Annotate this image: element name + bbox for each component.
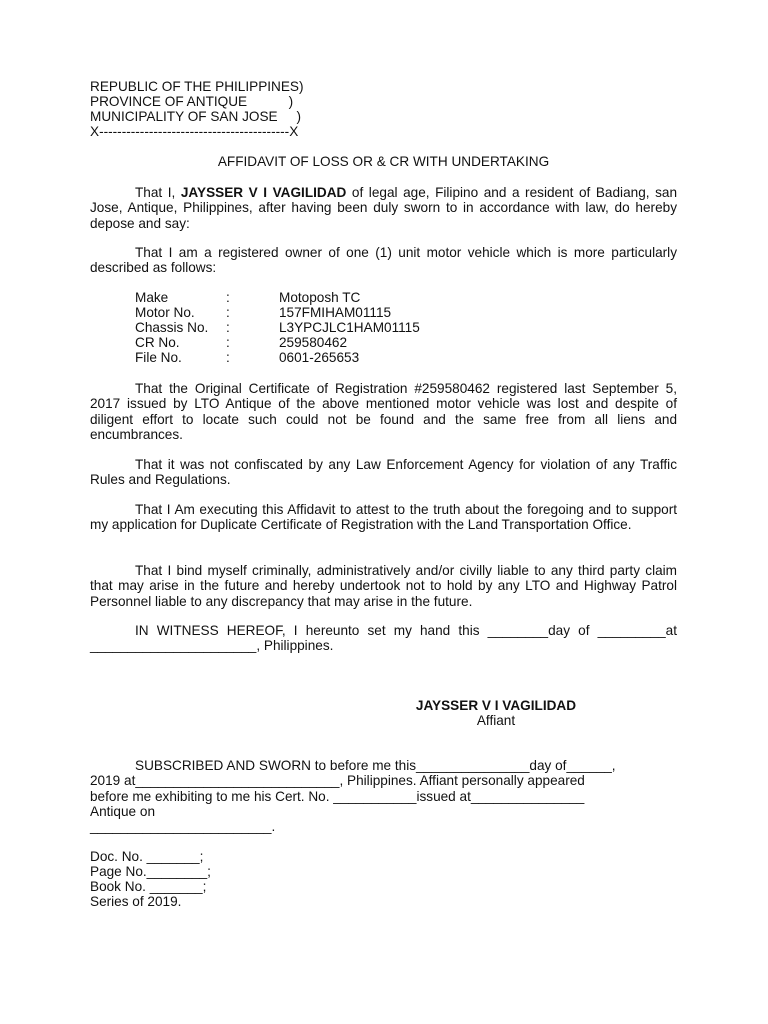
- vehicle-value: 0601-265653: [279, 350, 360, 365]
- jurat-line-5: ________________________.: [90, 819, 276, 834]
- owner-paragraph: That I am a registered owner of one (1) unit motor vehicle which is more particularly described as follows:: [90, 245, 677, 276]
- jurat-line-1: SUBSCRIBED AND SWORN to before me this_______________day of______,: [135, 758, 616, 773]
- vehicle-colon: :: [226, 335, 230, 350]
- undertaking-paragraph: That I bind myself criminally, administratively and/or civilly liable to any third party claim that may arise in the future and hereby undertook not to hold by any LTO and Highway Patrol Personnel liable to any discrepancy that may arise in the future.: [90, 563, 677, 609]
- vehicle-value: Motoposh TC: [279, 290, 361, 305]
- affiant-signature-name: JAYSSER V I VAGILIDAD: [415, 698, 577, 713]
- affiant-role: Affiant: [476, 713, 516, 728]
- vehicle-colon: :: [226, 320, 230, 335]
- series-year: Series of 2019.: [90, 894, 182, 909]
- page-number: Page No.________;: [90, 864, 211, 879]
- not-confiscated-paragraph: That it was not confiscated by any Law Enforcement Agency for violation of any Traffic Rules and Regulations.: [90, 457, 677, 488]
- executing-paragraph: That I Am executing this Affidavit to attest to the truth about the foregoing and to support my application for Duplicate Certificate of Registration with the Land Transportation Office.: [90, 502, 677, 533]
- intro-paragraph: [90, 185, 677, 231]
- doc-number: Doc. No. _______;: [90, 849, 204, 864]
- caption-republic: REPUBLIC OF THE PHILIPPINES): [90, 79, 304, 94]
- vehicle-label: Motor No.: [135, 305, 195, 320]
- caption-municipality: MUNICIPALITY OF SAN JOSE ): [90, 109, 301, 124]
- vehicle-colon: :: [226, 290, 230, 305]
- vehicle-colon: :: [226, 305, 230, 320]
- intro-suffix: of legal age, Filipino and a resident of Badiang, san Jose, Antique, Philippines, after having been duly sworn to in accordance with law, do hereby depose and say:: [90, 185, 677, 231]
- affiant-name-inline: JAYSSER V I VAGILIDAD: [180, 185, 347, 200]
- book-number: Book No. _______;: [90, 879, 207, 894]
- vehicle-label: CR No.: [135, 335, 180, 350]
- vehicle-colon: :: [226, 350, 230, 365]
- intro-prefix: That I,: [135, 185, 181, 200]
- jurat-line-2: 2019 at___________________________, Philippines. Affiant personally appeared: [90, 773, 585, 788]
- witness-paragraph: IN WITNESS HEREOF, I hereunto set my hand this ________day of _________at ______________________, Philippines.: [90, 623, 677, 654]
- vehicle-value: 259580462: [279, 335, 348, 350]
- caption-province: PROVINCE OF ANTIQUE ): [90, 94, 294, 109]
- vehicle-label: Make: [135, 290, 169, 305]
- jurat-line-3: before me exhibiting to me his Cert. No. ___________issued at_______________: [90, 789, 585, 804]
- caption-divider: X------------------------------------------X: [90, 124, 299, 139]
- vehicle-value: L3YPCJLC1HAM01115: [279, 320, 420, 335]
- document-title: AFFIDAVIT OF LOSS OR & CR WITH UNDERTAKING: [217, 154, 550, 169]
- vehicle-label: File No.: [135, 350, 182, 365]
- original-cr-paragraph: That the Original Certificate of Registration #259580462 registered last September 5, 2017 issued by LTO Antique of the above mentioned motor vehicle was lost and despite of diligent effort to locate such could not be found and the same free from all liens and encumbrances.: [90, 381, 677, 442]
- vehicle-label: Chassis No.: [135, 320, 209, 335]
- jurat-line-4: Antique on: [90, 804, 156, 819]
- vehicle-value: 157FMIHAM01115: [279, 305, 392, 320]
